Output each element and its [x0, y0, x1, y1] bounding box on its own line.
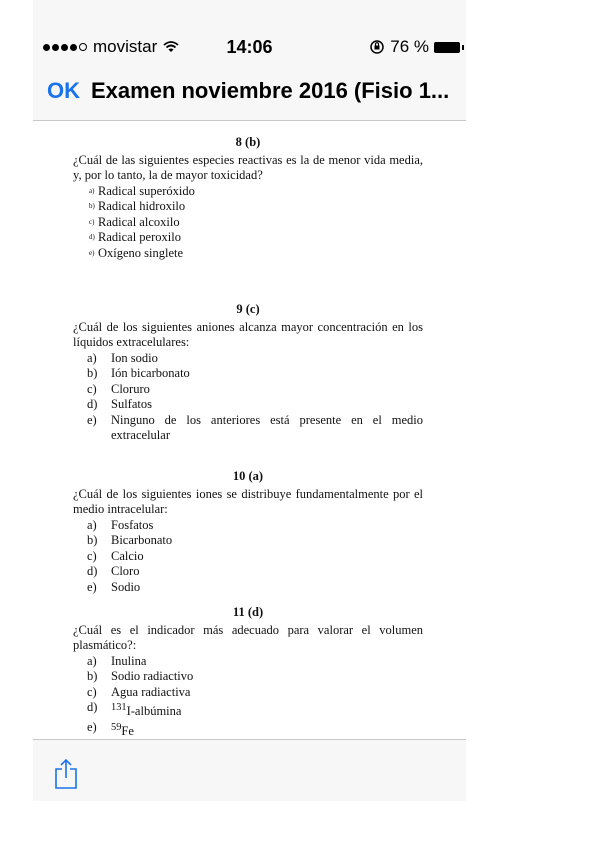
question-text: ¿Cuál es el indicador más adecuado para valorar el volumen plasmático?: [73, 622, 423, 652]
answer-option: c) Radical alcoxilo [89, 214, 180, 229]
answer-option: c) Cloruro [87, 381, 150, 396]
status-bar [33, 30, 466, 64]
done-button[interactable]: OK [47, 78, 80, 103]
answer-option: e) $^{59}$Fe [87, 719, 134, 738]
question-10 [73, 469, 423, 595]
answer-option: d) $^{131}$I-albúmina [87, 700, 182, 719]
share-icon[interactable] [53, 758, 79, 790]
answer-option: c) Calcio [87, 548, 144, 563]
question-header: 9 (c) [236, 302, 260, 316]
answer-option: b) Bicarbonato [87, 533, 173, 547]
isotope-number: 59 [111, 721, 122, 733]
answer-option: a) Ion sodio [87, 350, 158, 365]
pdf-viewer-screen [33, 0, 466, 800]
bottom-toolbar [33, 739, 466, 801]
answer-option: e) Oxígeno singlete [89, 245, 184, 260]
battery-percent: 76 % [390, 37, 429, 56]
answer-option: e) Sodio [87, 579, 141, 594]
question-text: ¿Cuál de los siguientes aniones alcanza mayor concentración en los líquidos extracelulares: [73, 319, 423, 349]
answer-option: d) Sulfatos [87, 397, 152, 411]
isotope-number: 131 [111, 702, 127, 713]
answer-option: d) Cloro [87, 564, 140, 578]
navigation-bar [33, 64, 466, 121]
rotation-lock-icon [369, 39, 385, 55]
document-title: Examen noviembre 2016 (Fisio 1... [91, 78, 450, 103]
answer-option: a) Inulina [87, 653, 147, 668]
question-header: 10 (a) [232, 469, 264, 483]
answer-option: c) Agua radiactiva [87, 684, 191, 699]
status-time: 14:06 [226, 37, 273, 57]
answer-option: e) Ninguno de los anteriores está presente en el medio extracelular [87, 412, 423, 442]
question-8 [73, 135, 423, 261]
answer-option: a) Fosfatos [87, 517, 154, 532]
answer-option: a) Radical superóxido [89, 183, 195, 198]
question-11 [73, 605, 423, 739]
battery-icon [434, 42, 460, 53]
answer-option: d) Radical peroxilo [89, 230, 181, 244]
question-header: 11 (d) [232, 605, 264, 619]
answer-option: b) Ión bicarbonato [87, 366, 190, 380]
question-9 [73, 302, 423, 444]
document-page[interactable] [33, 121, 466, 739]
question-header: 8 (b) [235, 135, 261, 149]
carrier-name: movistar [93, 37, 158, 56]
question-text: ¿Cuál de las siguientes especies reactivas es la de menor vida media, y, por lo tanto, la de mayor toxicidad? [73, 152, 423, 182]
question-text: ¿Cuál de los siguientes iones se distribuye fundamentalmente por el medio intracelular: [73, 486, 423, 516]
answer-option: b) Radical hidroxilo [89, 199, 186, 213]
answer-option: b) Sodio radiactivo [87, 669, 194, 683]
